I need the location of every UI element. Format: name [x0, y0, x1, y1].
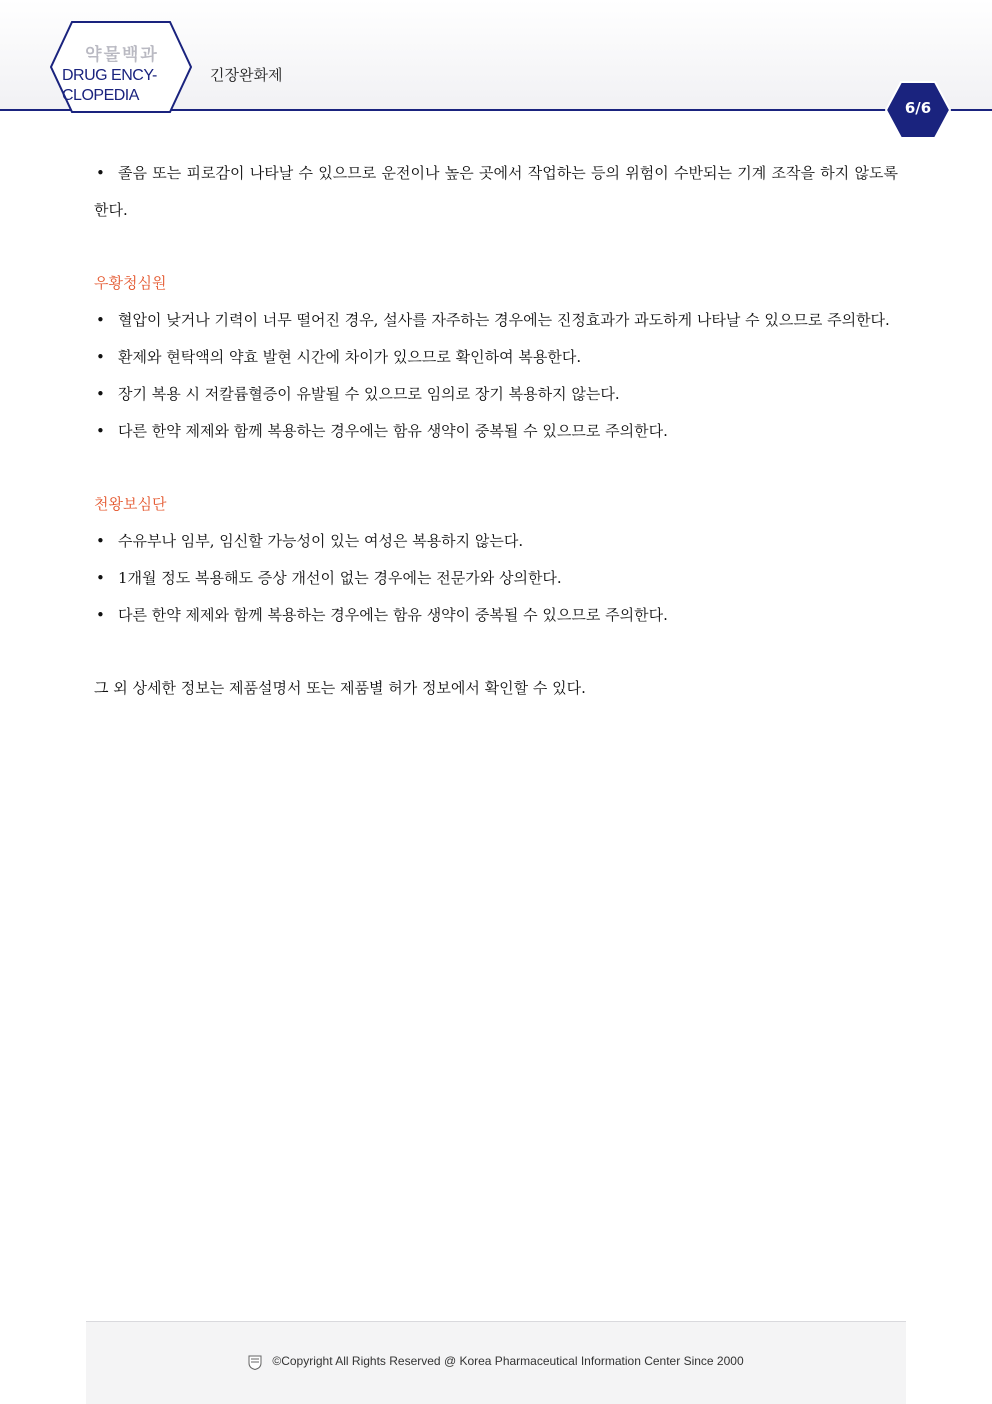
list-item-text: 혈압이 낮거나 기력이 너무 떨어진 경우, 설사를 자주하는 경우에는 진정효과가 과도하게 나타날 수 있으므로 주의한다. — [118, 311, 890, 329]
list-item-text: 환제와 현탁액의 약효 발현 시간에 차이가 있으므로 확인하여 복용한다. — [118, 348, 582, 366]
list-item-text: 수유부나 임부, 임신할 가능성이 있는 여성은 복용하지 않는다. — [118, 532, 524, 550]
document-body — [94, 155, 898, 707]
list-item — [94, 597, 898, 634]
footer — [86, 1321, 906, 1404]
emblem-icon — [248, 1354, 262, 1370]
bullet-marker: • — [96, 606, 105, 624]
footer-content — [86, 1354, 906, 1370]
copyright-text: ©Copyright All Rights Reserved @ Korea Pharmaceutical Information Center Since 2000 — [272, 1354, 744, 1369]
bullet-marker: • — [96, 422, 105, 440]
list-item-text: 다른 한약 제제와 함께 복용하는 경우에는 함유 생약이 중복될 수 있으므로 주의한다. — [118, 606, 668, 624]
list-item-text: 다른 한약 제제와 함께 복용하는 경우에는 함유 생약이 중복될 수 있으므로 주의한다. — [118, 422, 668, 440]
bullet-marker: • — [96, 569, 105, 587]
bullet-marker: • — [96, 348, 105, 366]
document-title: 긴장완화제 — [210, 66, 283, 84]
list-item — [94, 523, 898, 560]
list-item — [94, 302, 898, 339]
logo-korean-text: 약물백과 — [85, 45, 159, 65]
section-title: 우황청심원 — [94, 274, 167, 292]
list-item — [94, 339, 898, 376]
bullet-marker: • — [96, 385, 105, 403]
list-item — [94, 376, 898, 413]
logo-english-text: DRUG ENCY- CLOPEDIA — [62, 67, 157, 104]
list-item — [94, 413, 898, 450]
list-item-text: 1개월 정도 복용해도 증상 개선이 없는 경우에는 전문가와 상의한다. — [118, 569, 562, 587]
list-item — [94, 155, 898, 229]
bullet-marker: • — [96, 164, 105, 182]
section-title: 천왕보심단 — [94, 495, 167, 513]
list-item-text: 장기 복용 시 저칼륨혈증이 유발될 수 있으므로 임의로 장기 복용하지 않는다. — [118, 385, 620, 403]
bullet-marker: • — [96, 311, 105, 329]
closing-paragraph: 그 외 상세한 정보는 제품설명서 또는 제품별 허가 정보에서 확인할 수 있다. — [94, 679, 586, 697]
list-item-text: 졸음 또는 피로감이 나타날 수 있으므로 운전이나 높은 곳에서 작업하는 등의 위험이 수반되는 기계 조작을 하지 않도록 한다. — [94, 164, 898, 219]
list-item — [94, 560, 898, 597]
page-number: 6/6 — [904, 99, 932, 117]
bullet-marker: • — [96, 532, 105, 550]
